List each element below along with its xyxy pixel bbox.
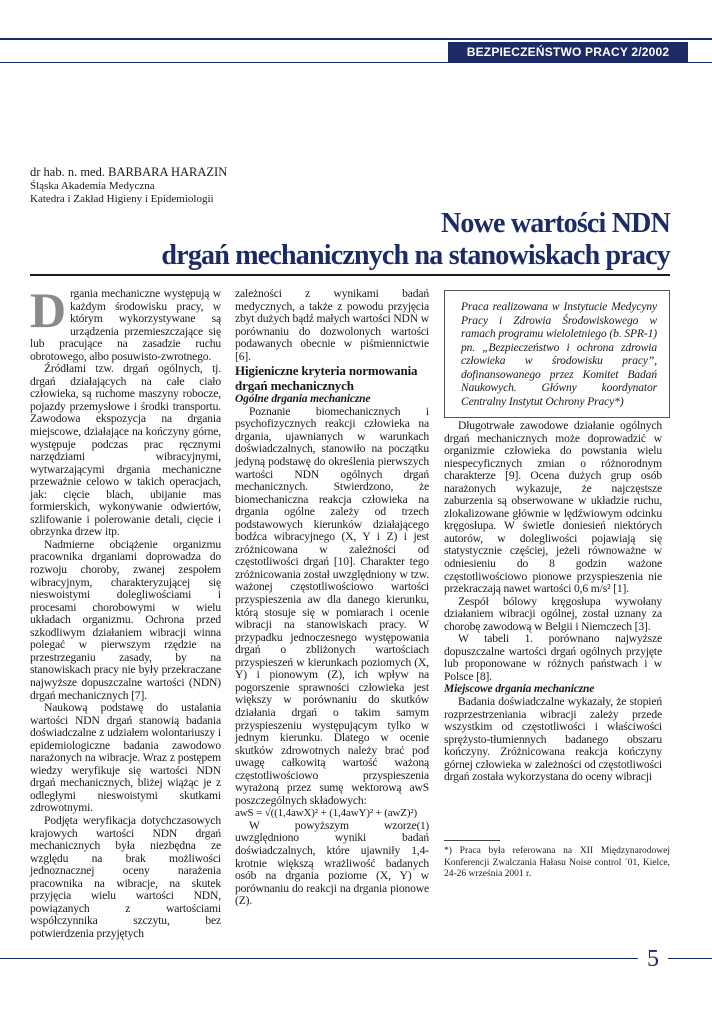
author-affiliation-2: Katedra i Zakład Higieny i Epidemiologii	[30, 193, 214, 205]
paragraph-text: rgania mechaniczne występują w każdym środowisku pracy, w którym wykorzystywane są urządzenia przemieszczające się lub pracujące na zasadzie ruchu obrotowego, albo posuwisto-zwrotnego.	[30, 287, 221, 363]
author-affiliation-1: Śląska Akademia Medyczna	[30, 180, 155, 192]
paragraph: W tabeli 1. porównano najwyższe dopuszczalne wartości drgań ogólnych przyjęte lub proponowane w różnych państwach i w Polsce [8].	[444, 632, 662, 683]
paragraph: Nadmierne obciążenie organizmu pracownika drganiami doprowadza do rozwoju choroby, zwanej zespołem wibracyjnym, charakteryzującej się nieswoistymi dolegliwościami i procesami chorobowymi w wielu układach organizmu. Ochrona przed szkodliwym działaniem wibracji winna polegać w pierwszym rzędzie na przestrzeganiu zasady, by na stanowiskach pracy nie były przekraczane najwyższe dopuszczalne wartości (NDN) drgań mechanicznych [7].	[30, 537, 221, 702]
funding-note-text: Praca realizowana w Instytucie Medycyny Pracy i Zdrowia Środowiskowego w ramach programu wieloletniego (b. SPR-1) pn. „Bezpieczeństwo i ochrona zdrowia człowieka w środowisku pracy”, dofinansowanego przez Komitet Badań Naukowych. Główny koordynator Centralny Instytut Ochrony Pracy*)	[461, 301, 657, 408]
formula	[235, 807, 429, 832]
author-name: dr hab. n. med. BARBARA HARAZIN	[30, 165, 228, 179]
paragraph: Źródłami tzw. drgań ogólnych, tj. drgań działających na całe ciało człowieka, są ruchome maszyny robocze, pojazdy przemysłowe i środki transportu. Zawodowa ekspozycja na drgania miejscowe, działające na kończyny górne, występuje podczas prac ręcznymi narzędziami wibracyjnymi, wytwarzającymi drgania mechaniczne przeważnie celowo w takich operacjach, jak: cięcie blach, ubijanie mas formierskich, wykonywanie odwiertów, szlifowanie i polerowanie detali, cięcie i obrzynka drzew itp.	[30, 362, 221, 539]
journal-header	[448, 42, 688, 62]
paragraph: zależności z wynikami badań medycznych, a także z powodu przyjęcia zbyt dużych bądź małych wartości NDN w porównaniu do dozwolonych wartości podawanych obecnie w piśmiennictwie [6].	[235, 287, 429, 363]
footnote: *) Praca była referowana na XII Międzynarodowej Konferencji Zwalczania Hałasu Noise control ´01, Kielce, 24-26 września 2001 r.	[444, 846, 670, 879]
paragraph: Poznanie biomechanicznych i psychofizycznych reakcji człowieka na drgania, ujawnianych w warunkach doświadczalnych, stanowiło na początku jedyną podstawę do określenia pierwszych wartości NDN ogólnych drgań mechanicznych. Stwierdzono, że biomechaniczna reakcja człowieka na drgania ogólne zależy od trzech podstawowych kierunków działającego bodźca wibracyjnego (X, Y i Z) i jest zróżnicowana w zależności od częstotliwości drgań [10]. Charakter tego zróżnicowania został uwzględniony w tzw. ważonej częstotliwościowo wartości przyspieszenia aw dla danego kierunku, którą stosuje się w pomiarach i ocenie wibracji na stanowiskach pracy. W przypadku jednoczesnego występowania drgań o zbliżonych wartościach przyspieszeń w kierunkach poziomych (X, Y) i pionowym (Z), ich wpływ na pogorszenie sprawności człowieka jest większy w porównaniu do skutków działania drgań o takim samym przyspieszeniu występującym tylko w jednym kierunku. Dlatego w ocenie skutków zdrowotnych należy brać pod uwagę całkowitą wartość ważoną częstotliwościowo przyspieszenia wyrażoną przez sumę wektorową awS poszczególnych składowych:	[235, 404, 429, 807]
title-line-1: Nowe wartości NDN	[440, 208, 670, 239]
subsection-heading: Ogólne drgania mechaniczne	[235, 393, 371, 406]
column-1	[30, 282, 221, 940]
page-number: 5	[638, 946, 668, 973]
author-block	[30, 166, 330, 206]
paragraph	[30, 282, 221, 363]
header-rule-lower	[0, 62, 712, 63]
paragraph: Zespół bólowy kręgosłupa wywołany działaniem wibracji ogólnej, został uznany za chorobę zawodową w Belgii i Niemczech [3].	[444, 594, 662, 633]
paragraph: Długotrwałe zawodowe działanie ogólnych drgań mechanicznych może doprowadzić w organizmie człowieka do powstania wielu niespecyficznych zmian o różnorodnym charakterze [9]. Ocena dużych grup osób narażonych wykazuje, że najczęstsze zaburzenia są obserwowane w układzie ruchu, zlokalizowane głównie w lędźwiowym odcinku kręgosłupa. W świetle doniesień niektórych autorów, w dolegliwości pojawiają się statystycznie częściej, jeżeli równoważne w odniesieniu do 8 godzin ważone częstotliwościowo pionowe przyspieszenia nie przekraczają nawet wartości 0,6 m/s² [1].	[444, 419, 662, 596]
paragraph: Podjęta weryfikacja dotychczasowych krajowych wartości NDN drgań mechanicznych była niezbędna ze względu na brak możliwości jednoznacznej oceny narażenia pracownika na wibracje, na skutek przyjęcia wielu wartości NDN, powiązanych z wartościami współczynnika szczytu, bez potwierdzenia przyjętych	[30, 813, 221, 940]
subsection-heading: Miejscowe drgania mechaniczne	[444, 683, 595, 696]
equation-number: (1)	[416, 819, 429, 832]
header-rule	[0, 38, 712, 40]
paragraph: Naukową podstawę do ustalania wartości NDN drgań stanowią badania doświadczalne z udziałem wolontariuszy i epidemiologiczne badania zawodowo narażonych na wibracje. Wraz z postępem wiedzy weryfikuje się wartości NDN drgań mechanicznych, bliżej wiążąc je z odległymi nieswoistymi skutkami zdrowotnymi.	[30, 701, 221, 815]
formula-body: awS = √((1,4awX)² + (1,4awY)² + (awZ)²)	[235, 807, 418, 820]
title-rule	[30, 274, 670, 276]
funding-note-box	[444, 290, 670, 418]
column-3	[444, 420, 662, 784]
footer-rule	[0, 958, 712, 959]
title-line-2: drgań mechanicznych na stanowiskach pracy	[161, 240, 670, 271]
article-title	[110, 208, 670, 272]
section-heading: Higieniczne kryteria normowania drgań mechanicznych	[235, 363, 418, 394]
journal-title: BEZPIECZEŃSTWO PRACY 2/2002	[466, 45, 670, 59]
paragraph: Badania doświadczalne wykazały, że stopień rozprzestrzeniania wibracji zależy przede wszystkim od częstotliwości i właściwości sprężysto-tłumiennych badanego obszaru kończyny. Zróżnicowana reakcja kończyny górnej człowieka w zależności od częstotliwości drgań została wykorzystana do oceny wibracji	[444, 695, 662, 784]
footnote-rule	[444, 840, 500, 841]
drop-cap: D	[30, 282, 66, 338]
column-2	[235, 288, 429, 908]
paragraph: W powyższym wzorze uwzględniono wyniki badań doświadczalnych, które ujawniły 1,4-krotnie większą wrażliwość badanych osób na drgania poziome (X, Y) w porównaniu do reakcji na drgania pionowe (Z).	[235, 818, 429, 908]
